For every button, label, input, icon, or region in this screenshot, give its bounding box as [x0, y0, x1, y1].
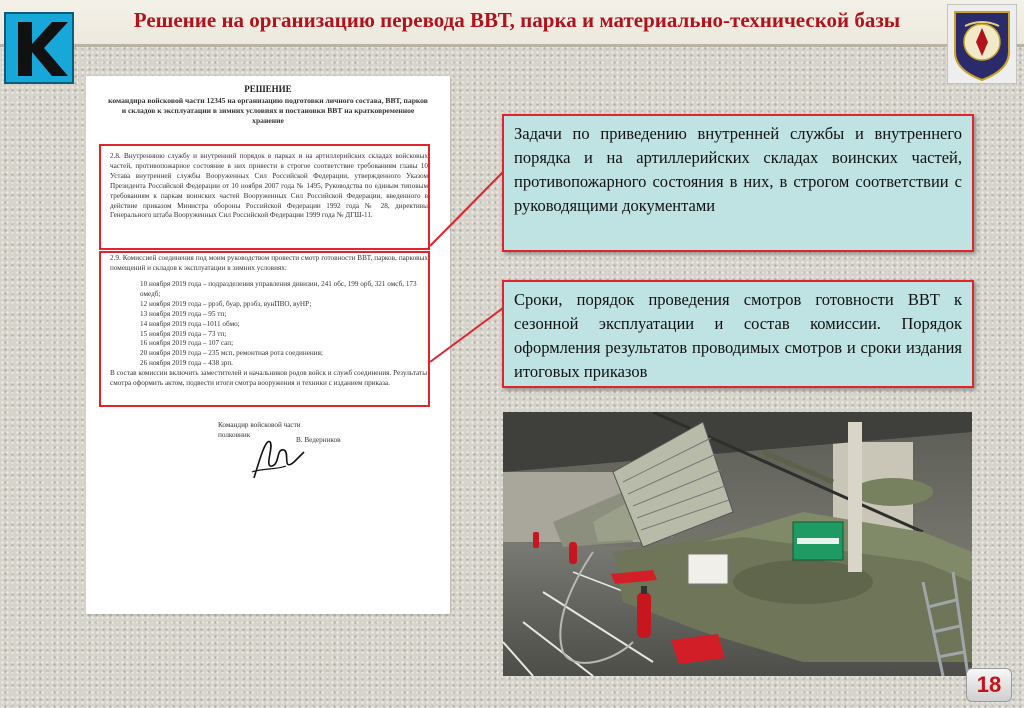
slide-title: Решение на организацию перевода ВВТ, парка и материально-технической базы: [133, 8, 901, 32]
document-paragraph-2-9: 2.9. Комиссией соединения под моим руководством провести смотр готовности ВВТ, парков, парковых помещений и складов к эксплуатации в зимних условиях:: [110, 254, 428, 272]
signature-name: В. Ведерников: [296, 436, 341, 444]
k-letter-logo-icon: [4, 12, 74, 84]
armored-vehicles-in-park-photo: [503, 412, 972, 676]
unit-emblem-icon: [947, 4, 1017, 84]
signature-rank: полковник: [218, 431, 251, 439]
highlight-box-paragraph-2-9: [99, 251, 430, 407]
schedule-item: 16 ноября 2019 года – 107 сап;: [140, 339, 234, 348]
schedule-item: 26 ноября 2019 года – 438 зрп.: [140, 359, 233, 368]
highlight-box-paragraph-2-8: [99, 144, 430, 250]
header-divider: [0, 44, 1024, 47]
page-number-badge: 18: [966, 668, 1012, 702]
schedule-item: 14 ноября 2019 года –1011 обмо;: [140, 319, 240, 328]
slide-header: [0, 0, 1024, 46]
document-paragraph-2-8: 2.8. Внутреннюю службу и внутренний порядок в парках и на артиллерийских складах войсковых частей, противопожарное состояние в них привести в строгое соответствие требованиям главы 10 Устава внутренней службы Вооруженных Сил Российской Федерации, утвержденного Указом Президента Российской Федерации от 10 ноября 2007 года № 1495, Руководства по единым типовым требованиям к паркам воинских частей Вооруженных Сил Российской Федерации, введенного в действие приказом Министра обороны Российской Федерации 1992 года № 28, директивы Генерального штаба Вооруженных Сил Российской Федерации 1999 года № ДГШ-11.: [110, 152, 428, 220]
signature-role: Командир войсковой части: [218, 421, 301, 429]
schedule-item: 13 ноября 2019 года – 95 тп;: [140, 309, 227, 318]
schedule-item: 15 ноября 2019 года – 73 тп;: [140, 329, 227, 338]
schedule-item: 12 ноября 2019 года – ррэб, буар, ррэбз, вунПВО, вуНР;: [140, 299, 312, 308]
callout-internal-service: Задачи по приведению внутренней службы и внутреннего порядка и на артиллерийских складах воинских частей, противопожарного состояния в них, в строгом соответствии с руководящими документами: [502, 114, 974, 252]
schedule-item: 20 ноября 2019 года – 235 мсп, ремонтная рота соединения;: [140, 349, 323, 358]
schedule-item: 10 ноября 2019 года – подразделения управления дивизии, 241 обс, 199 орб, 321 омсб, 173 омедб;: [140, 280, 417, 298]
commission-note: В состав комиссии включить заместителей и начальников родов войск и служб соединения. Результаты смотра оформить актом, подвести итоги смотра вооружения и техники с изданием приказа.: [110, 369, 428, 388]
callout-inspection-terms: Сроки, порядок проведения смотров готовности ВВТ к сезонной эксплуатации и состав комиссии. Порядок оформления результатов проводимых смотров и сроки издания итоговых приказов: [502, 280, 974, 388]
document-title: РЕШЕНИЕ: [244, 84, 292, 94]
document-subtitle: командира войсковой части 12345 на организацию подготовки личного состава, ВВТ, парков и складов к эксплуатации в зимних условиях и постановки ВВТ на кратковременное хранение: [108, 96, 428, 125]
